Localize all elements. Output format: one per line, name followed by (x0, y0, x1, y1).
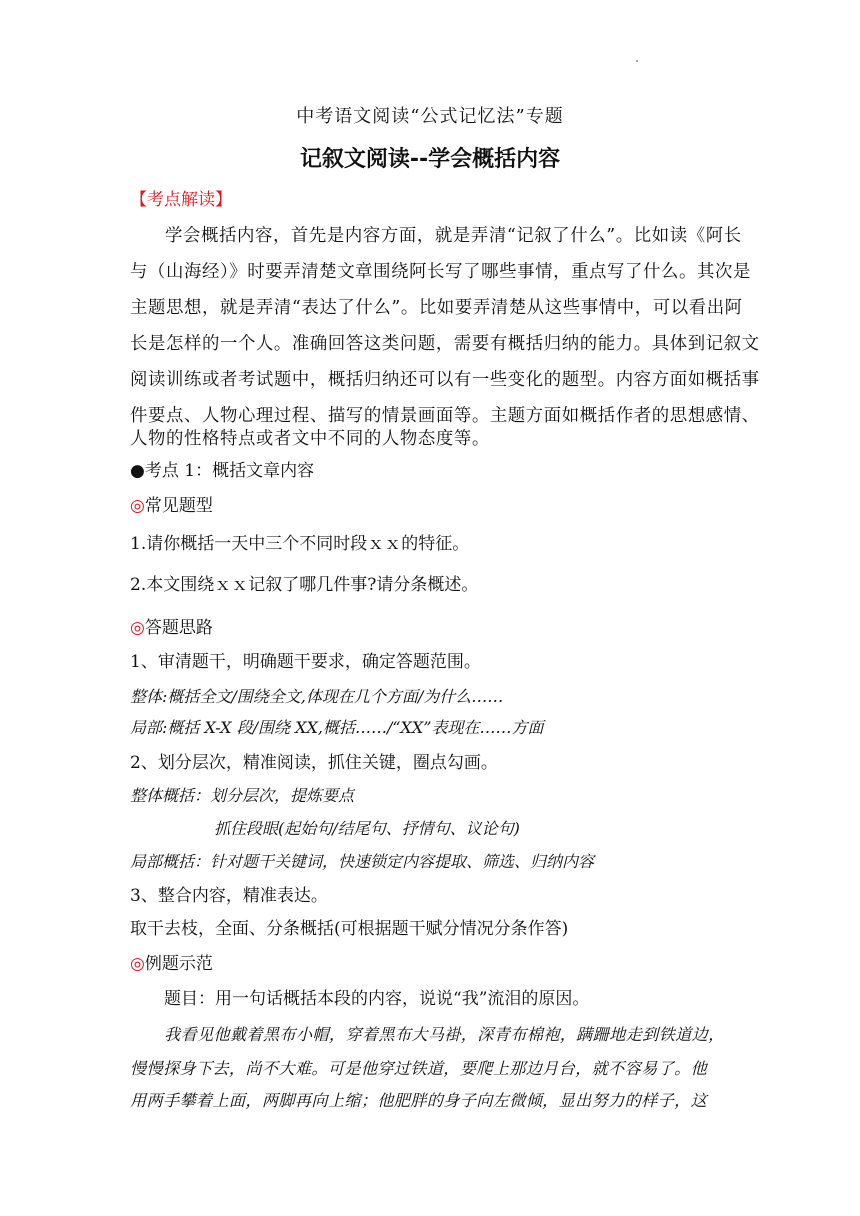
double-circle-icon: ◎ (130, 954, 145, 974)
intro-line-6: 件要点、人物心理过程、描写的情景画面等。主题方面如概括作者的思想感情、 (130, 406, 760, 426)
passage-line-2: 慢慢探身下去，尚不大难。可是他穿过铁道，要爬上那边月台，就不容易了。他 (130, 1059, 708, 1078)
example-heading (130, 953, 213, 975)
double-circle-icon: ◎ (130, 618, 145, 638)
speck-mark (636, 60, 638, 62)
step-3-detail: 取干去枝，全面、分条概括(可根据题干赋分情况分条作答) (130, 919, 569, 939)
intro-line-3: 主题思想，就是弄清“表达了什么”。比如要弄清楚从这些事情中，可以看出阿 (130, 298, 743, 318)
common-types-heading (130, 495, 213, 517)
intro-line-4: 长是怎样的一个人。准确回答这类问题，需要有概括归纳的能力。具体到记叙文 (130, 334, 760, 354)
whole-summary-2-detail: 抓住段眼(起始句/结尾句、抒情句、议论句) (214, 819, 520, 838)
intro-line-7: 人物的性格特点或者文中不同的人物态度等。 (130, 429, 490, 449)
document-title: 记叙文阅读--学会概括内容 (299, 147, 561, 172)
whole-summary-2: 整体概括：划分层次，提炼要点 (130, 786, 355, 805)
key-point-heading (130, 460, 314, 482)
approach-heading (130, 617, 213, 639)
intro-line-2: 与（山海经）》时要弄清楚文章围绕阿长写了哪些事情，重点写了什么。其次是 (130, 262, 751, 282)
step-2: 2、划分层次，精准阅读，抓住关键，圈点勾画。 (130, 753, 498, 773)
document-subtitle: 中考语文阅读“公式记忆法”专题 (296, 106, 564, 127)
passage-line-1: 我看见他戴着黑布小帽，穿着黑布大马褂，深青布棉袍，蹒跚地走到铁道边， (164, 1025, 725, 1044)
question-2: 2.本文围绕ｘｘ记叙了哪几件事?请分条概述。 (130, 575, 479, 595)
double-circle-icon: ◎ (130, 496, 145, 516)
common-types-label: 常见题型 (144, 496, 213, 516)
section-heading-key-points: 【考点解读】 (130, 190, 232, 210)
question-1: 1.请你概括一天中三个不同时段ｘｘ的特征。 (130, 534, 470, 554)
passage-line-3: 用两手攀着上面，两脚再向上缩；他肥胖的身子向左微倾，显出努力的样子，这 (130, 1091, 708, 1110)
whole-summary-1: 整体:概括全文/围绕全文,体现在几个方面/为什么…… (130, 687, 504, 706)
example-label: 例题示范 (144, 954, 213, 974)
key-point-label: 考点 1：概括文章内容 (144, 461, 315, 481)
intro-line-1: 学会概括内容，首先是内容方面，就是弄清“记叙了什么”。比如读《阿长 (165, 226, 742, 246)
step-3: 3、整合内容，精准表达。 (130, 886, 328, 906)
bullet-icon: ● (130, 461, 145, 481)
partial-summary-2: 局部概括：针对题干关键词，快速锁定内容提取、筛选、归纳内容 (130, 852, 595, 871)
partial-summary-1: 局部:概括 X-X 段/围绕 XX,概括……/“XX”表现在……方面 (130, 718, 544, 737)
approach-label: 答题思路 (144, 618, 213, 638)
step-1: 1、审清题干，明确题干要求，确定答题范围。 (130, 652, 481, 672)
example-question: 题目：用一句话概括本段的内容，说说“我”流泪的原因。 (164, 989, 590, 1009)
intro-line-5: 阅读训练或者考试题中，概括归纳还可以有一些变化的题型。内容方面如概括事 (130, 370, 760, 390)
